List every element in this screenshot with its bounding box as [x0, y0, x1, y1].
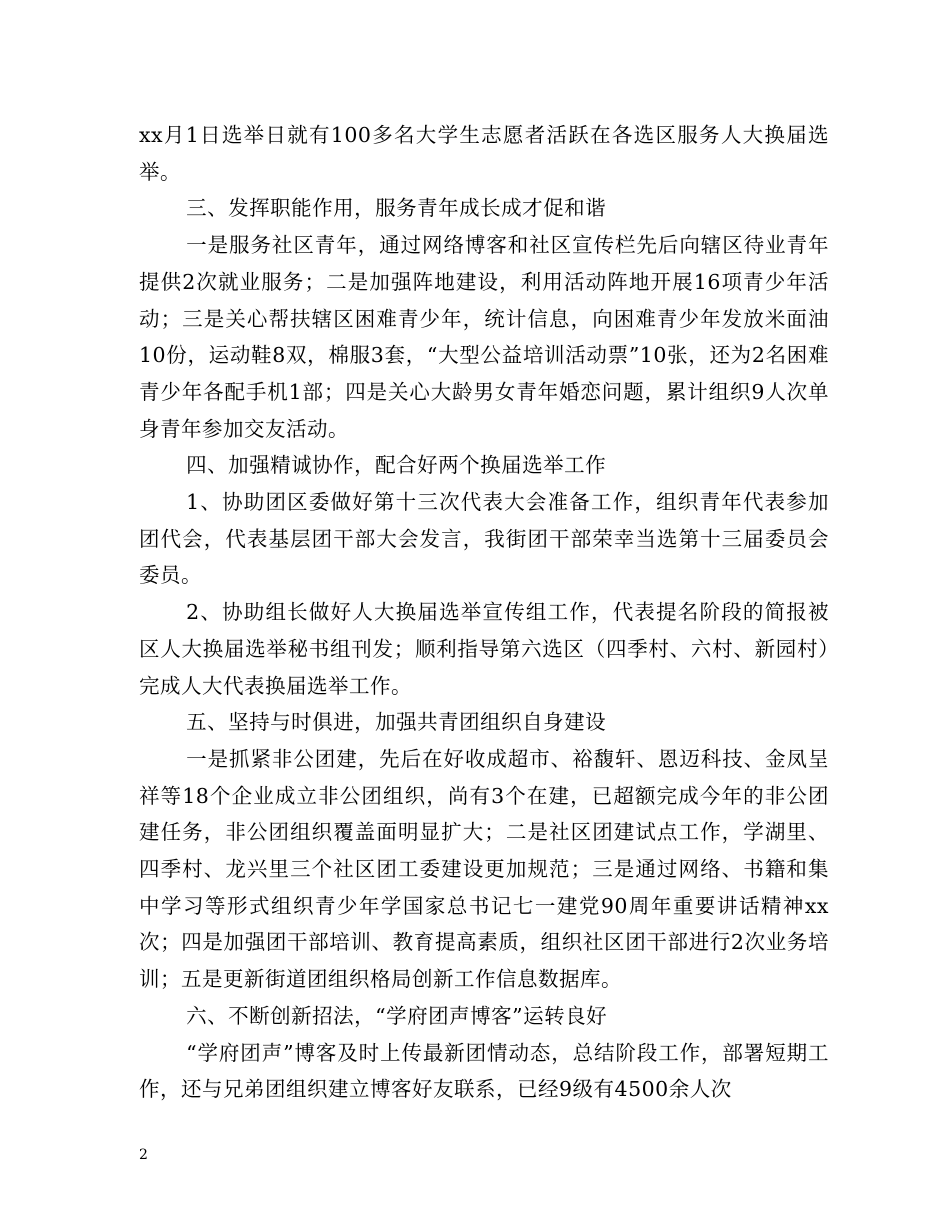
paragraph: “学府团声”博客及时上传最新团情动态，总结阶段工作，部署短期工作，还与兄弟团组织建立博客好友联系，已经9级有4500余人次 — [139, 1040, 829, 1102]
paragraph: 1、协助团区委做好第十三次代表大会准备工作，组织青年代表参加团代会，代表基层团干部大会发言，我街团干部荣幸当选第十三届委员会委员。 — [139, 490, 829, 588]
document-body — [139, 117, 829, 1108]
page-number: 2 — [139, 1147, 148, 1163]
paragraph: xx月1日选举日就有100多名大学生志愿者活跃在各选区服务人大换届选举。 — [139, 123, 829, 184]
paragraph: 一是抓紧非公团建，先后在好收成超市、裕馥轩、恩迈科技、金凤呈祥等18个企业成立非公团组织，尚有3个在建，已超额完成今年的非公团建任务，非公团组织覆盖面明显扩大；二是社区团建试点工作，学湖里、四季村、龙兴里三个社区团工委建设更加规范；三是通过网络、书籍和集中学习等形式组织青少年学国家总书记七一建党90周年重要讲话精神xx次；四是加强团干部培训、教育提高素质，组织社区团干部进行2次业务培训；五是更新街道团组织格局创新工作信息数据库。 — [139, 746, 829, 992]
section-heading: 五、坚持与时俱进，加强共青团组织自身建设 — [186, 710, 607, 735]
section-heading: 三、发挥职能作用，服务青年成长成才促和谐 — [186, 196, 607, 221]
paragraph: 2、协助组长做好人大换届选举宣传组工作，代表提名阶段的简报被区人大换届选举秘书组刊发；顺利指导第六选区（四季村、六村、新园村）完成人大代表换届选举工作。 — [139, 600, 829, 698]
section-heading: 四、加强精诚协作，配合好两个换届选举工作 — [186, 453, 607, 478]
paragraph: 一是服务社区青年，通过网络博客和社区宣传栏先后向辖区待业青年提供2次就业服务；二是加强阵地建设，利用活动阵地开展16项青少年活动；三是关心帮扶辖区困难青少年，统计信息，向困难青少年发放米面油10份，运动鞋8双，棉服3套，“大型公益培训活动票”10张，还为2名困难青少年各配手机1部；四是关心大龄男女青年婚恋问题，累计组织9人次单身青年参加交友活动。 — [139, 233, 829, 441]
section-heading: 六、不断创新招法，“学府团声博客”运转良好 — [186, 1003, 608, 1028]
